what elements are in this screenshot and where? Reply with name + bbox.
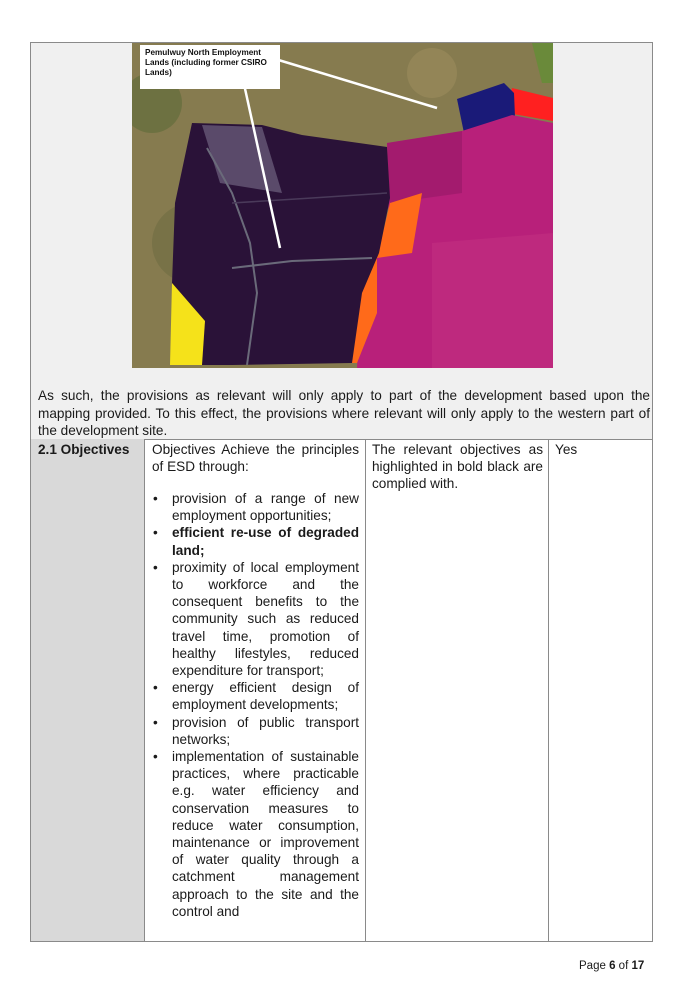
objective-text: implementation of sustainable practices, where practicable e.g. water efficiency and conservation measures to reduce water consumption, maintenance or improvement of water quality through a catchment management approach to the site and the control and: [172, 749, 359, 919]
objective-item: [145, 679, 359, 713]
objective-item: [145, 748, 359, 920]
clause-label-cell: [31, 439, 145, 941]
complies-value: Yes: [555, 442, 578, 457]
assessment-table: [30, 42, 653, 942]
objectives-intro: Objectives Achieve the principles of ESD through:: [152, 442, 359, 475]
objectives-list: [145, 490, 359, 920]
bullet-icon: •: [153, 525, 158, 541]
page-number: 6: [609, 960, 616, 972]
objective-text: proximity of local employment to workforce and the consequent benefits to the community such as reduced travel time, promotion of healthy lifestyles, reduced expenditure for transport;: [172, 559, 359, 679]
objective-text: provision of a range of new employment opportunities;: [172, 491, 359, 524]
page-total: 17: [631, 960, 645, 972]
map-cell: [31, 43, 652, 440]
page-prefix: Page: [579, 960, 606, 972]
objective-item: [145, 714, 359, 748]
objectives-cell: [145, 439, 366, 941]
map-callout-line-2: Lands (including former CSIRO: [145, 58, 267, 67]
bullet-icon: •: [153, 559, 158, 575]
bullet-icon: •: [153, 680, 158, 696]
page-footer: [579, 960, 644, 972]
objective-text: energy efficient design of employment developments;: [172, 680, 359, 713]
bullet-icon: •: [153, 749, 158, 765]
bullet-icon: •: [153, 491, 158, 506]
page-of: of: [618, 960, 629, 972]
objective-item: [145, 559, 359, 679]
objective-item: [145, 490, 359, 524]
objective-item: [145, 524, 359, 558]
map-callout-line-1: Pemulwuy North Employment: [145, 48, 262, 57]
objectives-row: [31, 439, 652, 941]
map-callout-line-3: Lands): [145, 68, 172, 77]
complies-cell: [549, 439, 652, 941]
bullet-icon: •: [153, 714, 158, 730]
clause-label: 2.1 Objectives: [38, 442, 130, 457]
objective-text: provision of public transport networks;: [172, 714, 359, 747]
comment-text: The relevant objectives as highlighted in bold black are complied with.: [372, 442, 543, 492]
site-map-image: [132, 43, 553, 368]
scope-paragraph: As such, the provisions as relevant will only apply to part of the development based upon the mapping provided. To this effect, the provisions where relevant will only apply to the western part of the development site.: [38, 388, 650, 438]
comment-cell: [366, 439, 549, 941]
objective-text: efficient re-use of degraded land;: [172, 525, 359, 558]
